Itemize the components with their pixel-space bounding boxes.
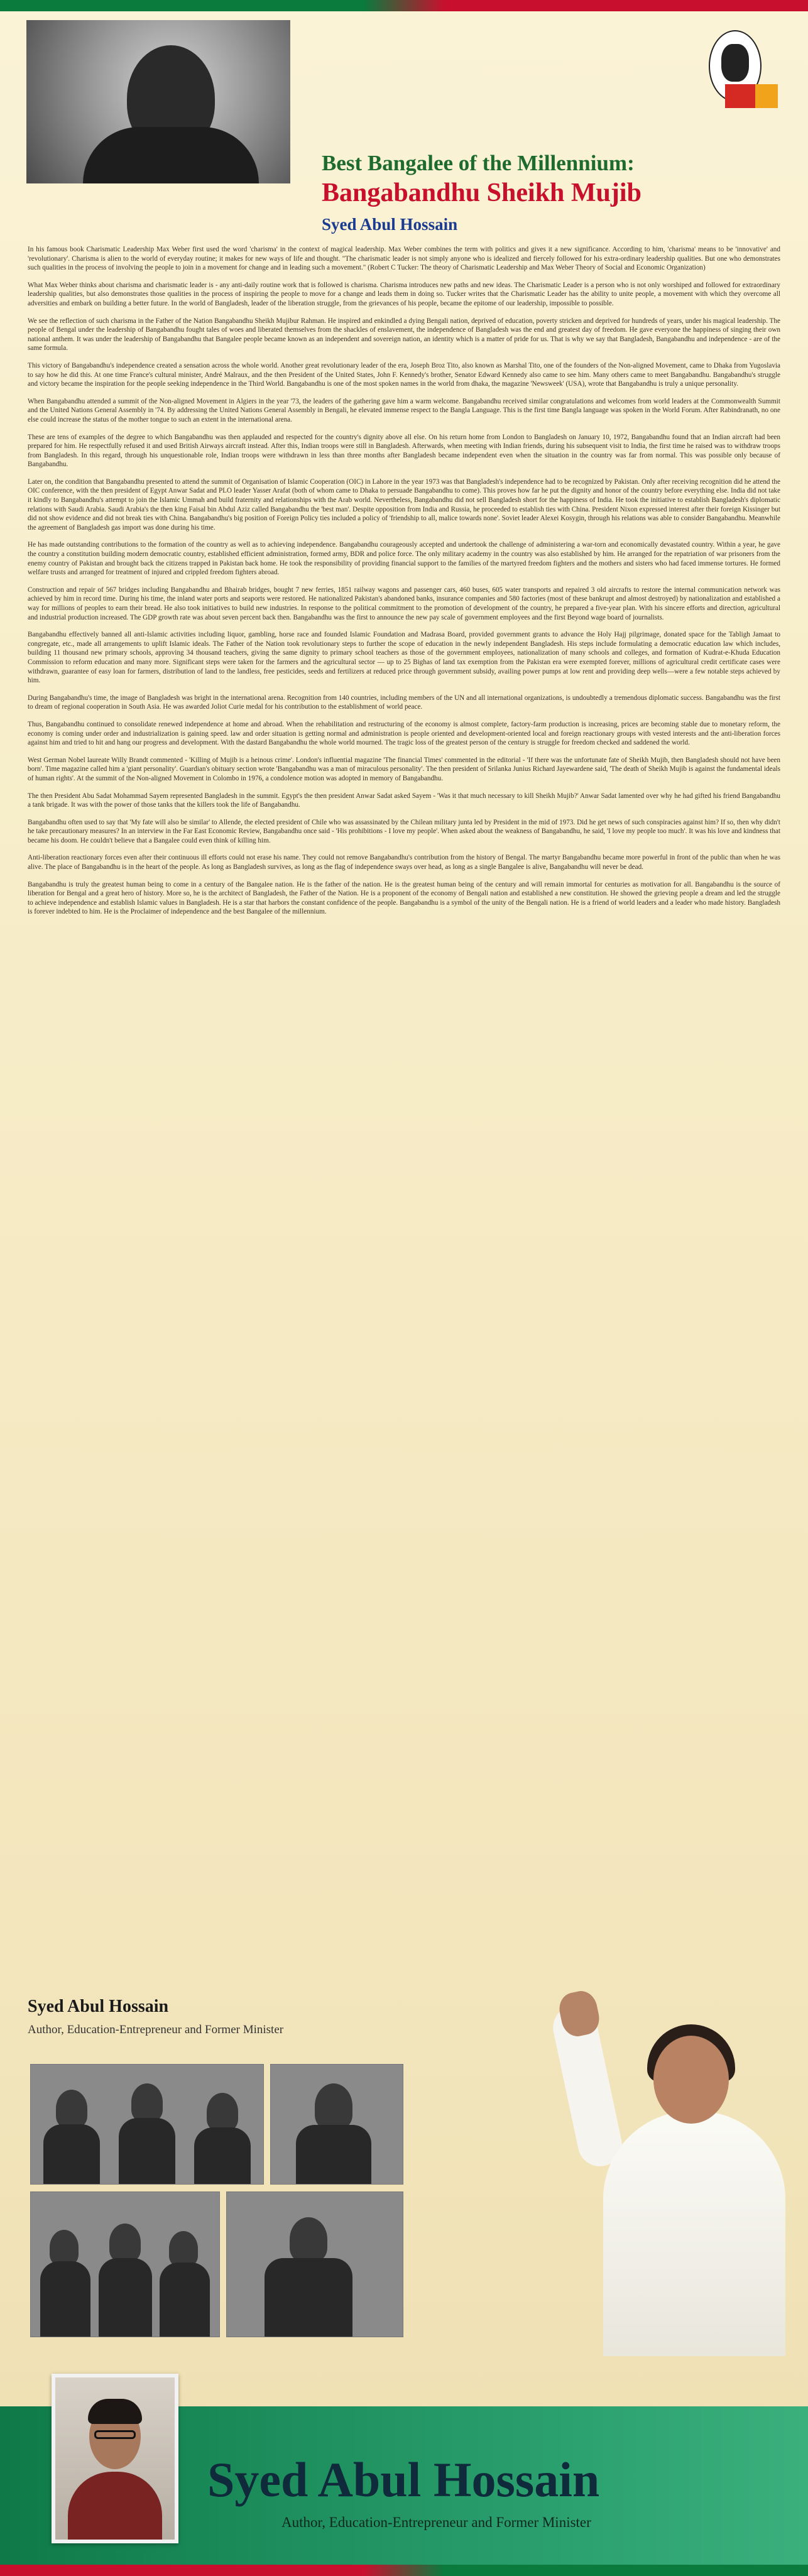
article-paragraph: What Max Weber thinks about charisma and charismatic leader is - any anti-daily routine work that is followed is charisma. Charisma introduces new paths and new ideas. The Charismatic Leader is a person who is not only worshiped and followed for extraordinary leadership qualities, but also demonstrates those qualities in the process of inspiring the people to move for a change and leads them in doing so. Tucker writes that the Charismatic Leader has the ability to unite people, a movement with which they overcome all adversities and embark on building a better future. In the world of Bangladesh, leader of the liberation struggle, from the grievances of his people, became the epitome of our leadership, impossible to possible. — [28, 281, 780, 307]
article-body — [28, 245, 780, 925]
article-paragraph: When Bangabandhu attended a summit of the Non-aligned Movement in Algiers in the year '73, the leaders of the gathering gave him a warm welcome. Bangabandhu received similar congratulations and welcomes from world leaders at the Commonwealth Summit and the United Nations General Assembly in '74. By addressing the United Nations General Assembly in Bengali, he elevated immense respect to the Bangla Language. This is the first time Bangla language was spoken in the World Forum. After Rabindranath, no one else could increase the status of the mother tongue to such an extent in the international arena. — [28, 397, 780, 423]
article-paragraph: This victory of Bangabandhu's independence created a sensation across the whole world. Another great revolutionary leader of the era, Joseph Broz Tito, also known as Marshal Tito, one of the founders of the Non-aligned Movement, came to Dhaka from Yugoslavia to say how he did this. At one time France's cultural minister, André Malraux, and the then President of the United States, John F. Kennedy's brother, Senator Edward Kennedy also came to see him. Many others came to meet Bangabandhu. Bangabandhu's struggle and victory became the inspiration for the people seeking independence in the Third World. Bangabandhu is one of the most spoken names in the world from dhaka, the magazine 'Newsweek' (USA), wrote that Bangabandhu is truly a unique personality. — [28, 361, 780, 388]
author-portrait-photo — [52, 2374, 178, 2543]
article-paragraph: In his famous book Charismatic Leadership Max Weber first used the word 'charisma' in the context of magical leadership. Max Weber combines the term with politics and gives it a new significance. According to him, 'charisma' means to be 'innovative' and 'revolutionary'. Charisma is alien to the world of everyday routine; it makes for new ways of life and thought. "The charismatic leader is not simply anyone who is idealized and fiercely followed for his extra-ordinary leadership qualities. But one who demonstrates such qualities in the process of involving the people to join in a movement for change and in leading such a movement." (Robert C Tucker: The theory of Charismatic Leadership and Max Weber Theory of Social and Economic Organization) — [28, 246, 780, 272]
signature-name: Syed Abul Hossain — [28, 1997, 169, 2016]
article-paragraph: These are tens of examples of the degree to which Bangabandhu was then applauded and respected for the country's dignity above all else. On his return home from London to Bangladesh on January 10, 1972, Bangabandhu found that an Indian aircraft had been prepared for him. He respectfully refused it and used British Airways aircraft instead. After this, Indian troops were still in Bangladesh. Afterwards, when meeting with Indian friends, during his subsequent visit to India, the first time he raised was to withdraw troops from Bangladesh. In this regard, through his unquestionable role, Indian troops were withdrawn in less than three months after Bangladesh became independent even when the situation in the country was far from normal. This was possible only because of Bangabandhu. — [28, 433, 780, 469]
headline-line1: Best Bangalee of the Millennium: — [322, 151, 635, 175]
article-paragraph: West German Nobel laureate Willy Brandt commented - 'Killing of Mujib is a heinous crime'. London's influential magazine 'The financial Times' commented in the editorial - 'If there was the unfortunate fate of Sheikh Mujib, then Bangladesh should not have been born'. Time magazine called him a 'giant personality'. Guardian's obituary section wrote 'Bangabandhu was a man of miraculous personality'. The then president of Srilanka Junius Richard Jayewardene said, 'The death of Sheikh Mujib is against the fundamental ideals of human rights'. At the summit of the Non-aligned Movement in Colombo in 1976, a condolence motion was adopted in memory of Bangabandhu. — [28, 756, 780, 782]
article-paragraph: Bangabandhu is truly the greatest human being to come in a century of the Bangalee nation. He is the father of the nation. He is the greatest human being of the century and will remain immortal for centuries as motivation for all. Bangabandhu is the source of liberation for Bengal and a great hero of history. More so, he is the architect of Bangladesh, the Father of the Nation. He is a proponent of the economy of Bengali nation and established a new constitution. He showed the grieving people a dream and led the struggle to achieve independence and establish Islamic values in Bangladesh. He is a star that harbors the constant confidence of the people. Bangabandhu is a symbol of the unity of the Bengali nation. He is a friend of world leaders and a leader who made history. Bangladesh is forever indebted to him. He is the Proclaimer of independence and the best Bangalee of the millennium. — [28, 880, 780, 916]
historical-photo-family — [30, 2191, 220, 2337]
article-paragraph: During Bangabandhu's time, the image of Bangladesh was bright in the international arena. Recognition from 140 countries, including members of the UN and all international organizations, is undoubtedly a tremendous diplomatic success. Bangabandhu was the first to dream of regional cooperation in South Asia. He was awarded Joliot Curie medal for his contribution to the establishment of world peace. — [28, 694, 780, 711]
historical-photo-group-1 — [30, 2064, 264, 2185]
article-paragraph: The then President Abu Sadat Mohammad Sayem represented Bangladesh in the summit. Egypt's the then president Anwar Sadat asked Sayem - 'Was it that much necessary to kill Sheikh Mujib?' Anwar Sadat lamented over why he had gifted his friend Bangabandhu a tank brigade. It was with the power of those tanks that the killers took the life of Bangabandhu. — [28, 792, 780, 809]
top-color-stripe — [0, 0, 808, 11]
banner-author-role: Author, Education-Entrepreneur and Former Minister — [281, 2514, 591, 2530]
headline-line2: Bangabandhu Sheikh Mujib — [322, 178, 641, 207]
article-paragraph: Bangabandhu effectively banned all anti-Islamic activities including liquor, gambling, horse race and founded Islamic Foundation and Madrasa Board, provided government grants to advance the Holy Hajj pilgrimage, donated space for the Tabligh Jamaat to congregate, etc., made all arrangements to uplift Islamic ideals. The Father of the Nation took revolutionary steps to further the scope of education in the newly independent Bangladesh. His steps include formulating a democratic education law which includes, building 11 thousand new primary schools, approving 34 thousand teachers, giving the same dignity to primary school teachers as those of the government employees, nationalization of many schools and colleges, and formation of Kudrat-e-Khuda Education Commission to reform education and many more. Significant steps were taken for the farmers and the agricultural sector — up to 25 Bighas of land tax exemption from the Pakistan era were exempted forever, millions of agricultural credit certificate cases were withdrawn, guarantee of easy loan for farmers, distribution of land to the landless, free pesticides, seeds and fertilizers at reduced price through government subsidy, availing power pumps at low rent and providing deep wells—were a few notable steps achieved by him. — [28, 631, 780, 685]
article-paragraph: Anti-liberation reactionary forces even after their continuous ill efforts could not erase his name. They could not remove Bangabandhu's contribution from the history of Bengal. The martyr Bangabandhu became more powerful in front of the public than when he was alive. The place of Bangabandhu is in the heart of the people. As long as Bangladesh survives, as long as the flag of independence sways over head, as long as a single Bangalee is alive, Bangabandhu will never be dead. — [28, 854, 780, 871]
historical-photo-seated — [226, 2191, 403, 2337]
bottom-color-stripe — [0, 2565, 808, 2576]
article-paragraph: Construction and repair of 567 bridges including Bangabandhu and Bhairab bridges, bought 7 new ferries, 1851 railway wagons and passenger cars, 460 buses, 605 water transports and repaired 3 old aircrafts to restore the internal communication network was achieved by him in record time. During his time, the inland water ports and seaports were restored. He nationalized Pakistan's abandoned banks, insurance companies and 580 factories (most of these bankrupt and almost destroyed) by nationalization and established a way for millions of peoples to earn their bread. He also took initiatives to build new industries. In response to the political commitment to the promotion of development of the country, he prepared a five-year plan. With his sincere efforts and direction, agricultural and industrial production increased. The GDP growth rate was about seven percent back then. Bangabandhu was the first to announce the new pay scale of government employees and the first Beyond wage board of journalists. — [28, 586, 780, 621]
bangabandhu-portrait-photo — [26, 20, 290, 183]
historical-photo-meeting — [270, 2064, 403, 2185]
article-paragraph: Bangabandhu often used to say that 'My fate will also be similar' to Allende, the elected president of Chile who was assassinated by the Chilean military junta led by President in the mid of 1973. Did he get news of such conspiracies against him? If so, then why didn't he take precautionary measures? In an interview in the Far East Economic Review, Bangabandhu once said - 'His prohibitions - I love my people'. When asked about the weakness of Bangabandhu, he said, 'I love my people too much'. It was his love and kindness that became his doom. He couldn't believe that a Bangalee could even think of killing him. — [28, 818, 780, 844]
article-paragraph: We see the reflection of such charisma in the Father of the Nation Bangabandhu Sheikh Mujibur Rahman. He inspired and enkindled a dying Bengali nation, deprived of education, poverty stricken and deprived for hundreds of years, under his magical leadership. The people of Bengal under the leadership of Bangabandhu fought tales of woes and liberated themselves from the shackles of enslavement, the independence of Bangladesh was the end and greatest day of freedom. He gave everyone the happiness of singing their own national anthem. It was under the leadership of Bangabandhu that Bangalee people became known as an independent and sovereign nation, an identity which is a matter of pride for us. That is why we say that Bangladesh, Bangabandhu and independence - are of the same formula. — [28, 317, 780, 352]
article-paragraph: He has made outstanding contributions to the formation of the country as well as to achieving independence. Bangabandhu courageously accepted and undertook the challenge of administering a war-torn and economically devastated country. Within a year, he gave the country a constitution building modern democratic country, established efficient administration, formed army, BDR and police force. The only military academy in the country was also established by him. He arranged for the repatriation of war prisoners from the enemy country of Pakistan and brought back the citizens trapped in Pakistan back home. He took the responsibility of providing financial support to the families of the martyred freedom fighters and the mothers and sisters who had faced immense tortures. He formed welfare trusts and arranged for treatment of injured and crippled freedom fighters abroad. — [28, 541, 780, 577]
signature-role: Author, Education-Entrepreneur and Former Minister — [28, 2023, 284, 2036]
commemorative-logo — [702, 30, 778, 118]
prime-minister-waving-photo — [547, 1992, 792, 2356]
author-byline: Syed Abul Hossain — [322, 215, 458, 234]
article-paragraph: Thus, Bangabandhu continued to consolidate renewed independence at home and abroad. When the rehabilitation and restructuring of the economy is almost complete, factory-farm production is increasing, prices are becoming stable due to monetary reform, the economy is coming under order and industrialization is gaining speed. law and order situation is getting normal and administration is people oriented and development-oriented local and foreign reactionary groups with vested interests and the anti-liberation forces against him and tried to hit and hang our progress and development. With the dastard Bangabandhu the whole world mourned. The tragic loss of the greatest person of the century is struggle for freedom checked and saddened the world. — [28, 720, 780, 747]
banner-author-name: Syed Abul Hossain — [207, 2452, 600, 2507]
article-paragraph: Later on, the condition that Bangabandhu presented to attend the summit of Organisation of Islamic Cooperation (OIC) in Lahore in the year 1973 was that Bangladesh's independence had to be recognized by Pakistan. Only after receiving recognition did he attend the OIC conference, with the then president of Egypt Anwar Sadat and PLO leader Yasser Arafat (both of whom came to Dhaka to persuade Bangabandhu to come). This proves how far he put the dignity and honor of the country before everything else. India did not take it kindly to Bangabandhu's attempt to join the Islamic Ummah and build fraternity and relationships with the Arab world. Nevertheless, Bangabandhu did not sell Bangladesh short for the happiness of India. He took the initiative to establish Bangladesh's diplomatic relations with Saudi Arabia. Saudi Arabia's the then king Faisal bin Abdul Aziz called Bangabandhu the 'best man'. Despite opposition from India and Russia, he proceeded to establish ties with China. President Nixon expressed interest after their foreign Kissinger but did not show evidence and did not break ties with China. Bangabandhu's big position of Foreign Policy ties included a policy of 'friendship to all, malice towards none'. Soviet leader Alexei Kosygin, through his relations was able to consider Bangabandhu. Meanwhile the agreement of Bangladesh gas import was done during his time. — [28, 478, 780, 532]
